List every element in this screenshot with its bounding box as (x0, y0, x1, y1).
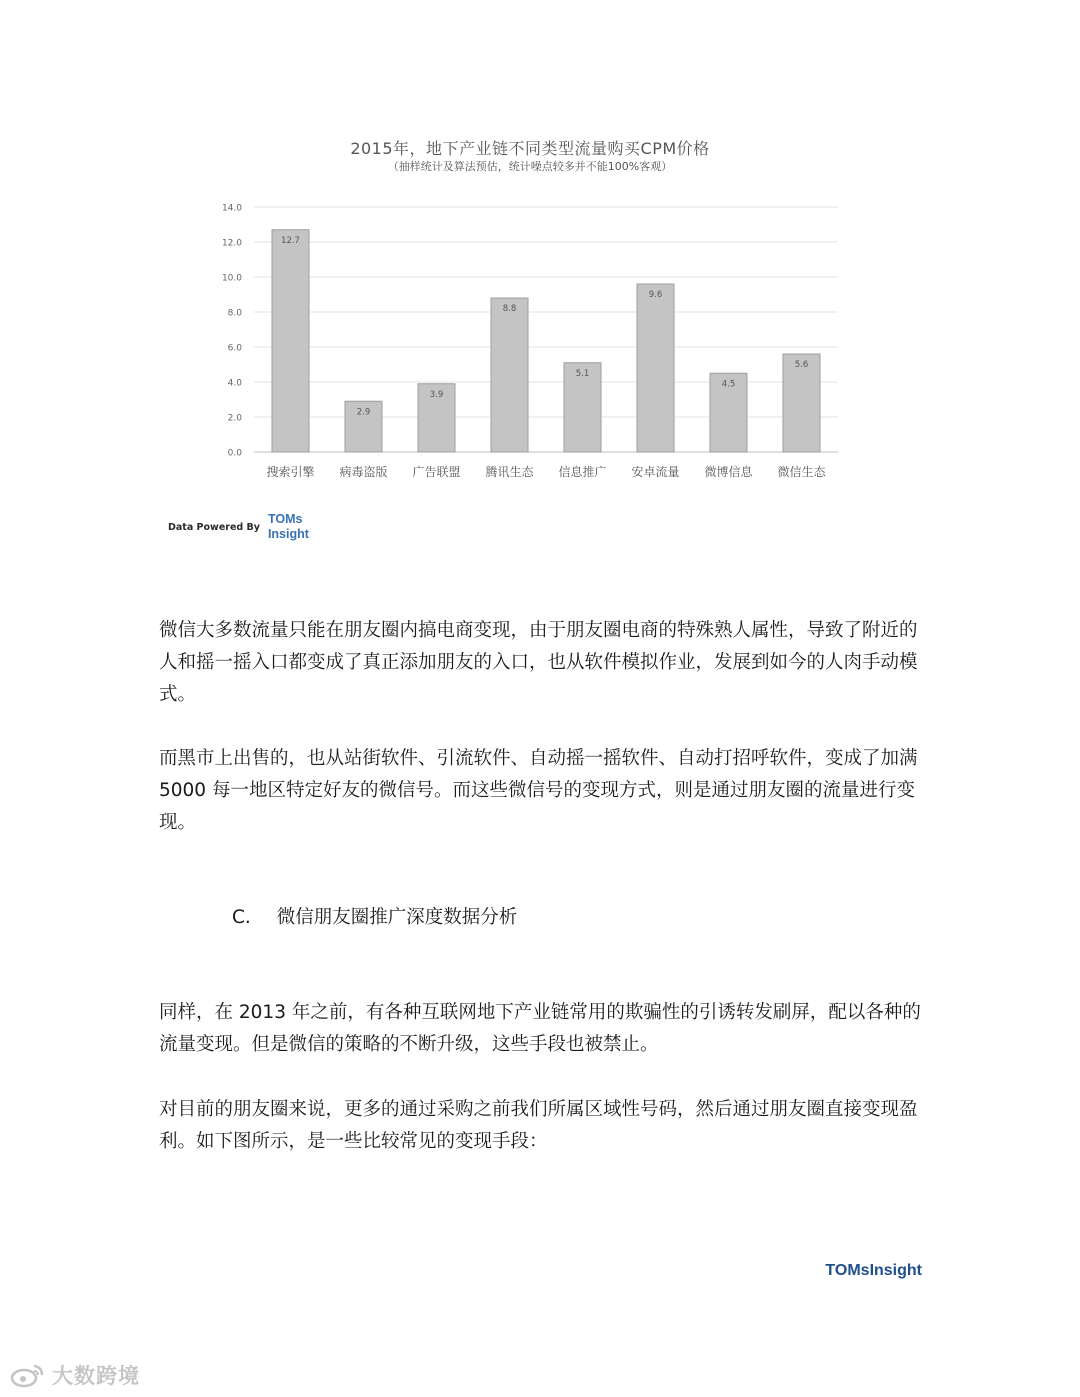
credit-logo-line2: Insight (267, 527, 309, 541)
paragraph-4: 对目前的朋友圈来说，更多的通过采购之前我们所属区域性号码，然后通过朋友圈直接变现盈利。如下图所示，是一些比较常见的变现手段： (159, 1099, 918, 1152)
x-tick-label: 微博信息 (704, 465, 753, 479)
watermark-text: 大数跨境 (52, 1364, 140, 1388)
data-label: 8.8 (502, 304, 517, 314)
y-tick-label: 6.0 (227, 343, 242, 354)
y-tick-label: 10.0 (221, 273, 242, 284)
data-label: 9.6 (648, 290, 663, 300)
section-heading-text: 微信朋友圈推广深度数据分析 (276, 907, 518, 928)
data-label: 4.5 (721, 379, 736, 390)
x-tick-label: 腾讯生态 (485, 465, 534, 479)
bar (272, 230, 309, 452)
data-label: 2.9 (356, 407, 371, 418)
data-credit (168, 512, 309, 542)
x-tick-label: 安卓流量 (631, 465, 680, 479)
bar (491, 298, 528, 452)
y-tick-label: 14.0 (221, 203, 242, 214)
y-tick-label: 2.0 (227, 413, 242, 424)
data-label: 5.1 (575, 368, 590, 379)
weibo-icon (10, 1362, 46, 1388)
credit-label: Data Powered By (168, 521, 260, 533)
bar (637, 284, 674, 452)
paragraph-1: 微信大多数流量只能在朋友圈内搞电商变现，由于朋友圈电商的特殊熟人属性，导致了附近的人和摇一摇入口都变成了真正添加朋友的入口，也从软件模拟作业，发展到如今的人肉手动模式。 (159, 620, 918, 705)
x-tick-label: 信息推广 (558, 465, 607, 479)
data-label: 5.6 (794, 360, 809, 370)
paragraph-3: 同样，在 2013 年之前，有各种互联网地下产业链常用的欺骗性的引诱转发刷屏，配以各种的流量变现。但是微信的策略的不断升级，这些手段也被禁止。 (159, 1002, 921, 1055)
paragraph-2: 而黑市上出售的，也从站街软件、引流软件、自动摇一摇软件、自动打招呼软件，变成了加满5000 每一地区特定好友的微信号。而这些微信号的变现方式，则是通过朋友圈的流量进行变现。 (159, 748, 918, 833)
y-tick-label: 12.0 (221, 238, 242, 249)
y-tick-label: 8.0 (227, 308, 242, 319)
y-tick-label: 0.0 (227, 448, 242, 459)
tomsinsight-logo (268, 512, 309, 542)
y-tick-label: 4.0 (227, 378, 242, 389)
chart-subtitle: （抽样统计及算法预估，统计噪点较多并不能100%客观） (387, 160, 673, 173)
watermark (10, 1360, 140, 1390)
x-tick-label: 搜索引擎 (266, 465, 315, 479)
bar-chart (0, 0, 1080, 500)
section-heading-label: C. (232, 907, 251, 928)
data-label: 12.7 (281, 235, 300, 246)
credit-logo-line1: TOMs (267, 512, 303, 526)
chart-title: 2015年，地下产业链不同类型流量购买CPM价格 (350, 139, 710, 158)
footer-logo: TOMsInsight (825, 1262, 922, 1279)
x-tick-label: 病毒盗版 (339, 465, 388, 479)
section-heading (232, 902, 517, 934)
data-label: 3.9 (429, 389, 444, 400)
x-tick-label: 广告联盟 (412, 465, 461, 479)
x-tick-label: 微信生态 (777, 465, 826, 479)
